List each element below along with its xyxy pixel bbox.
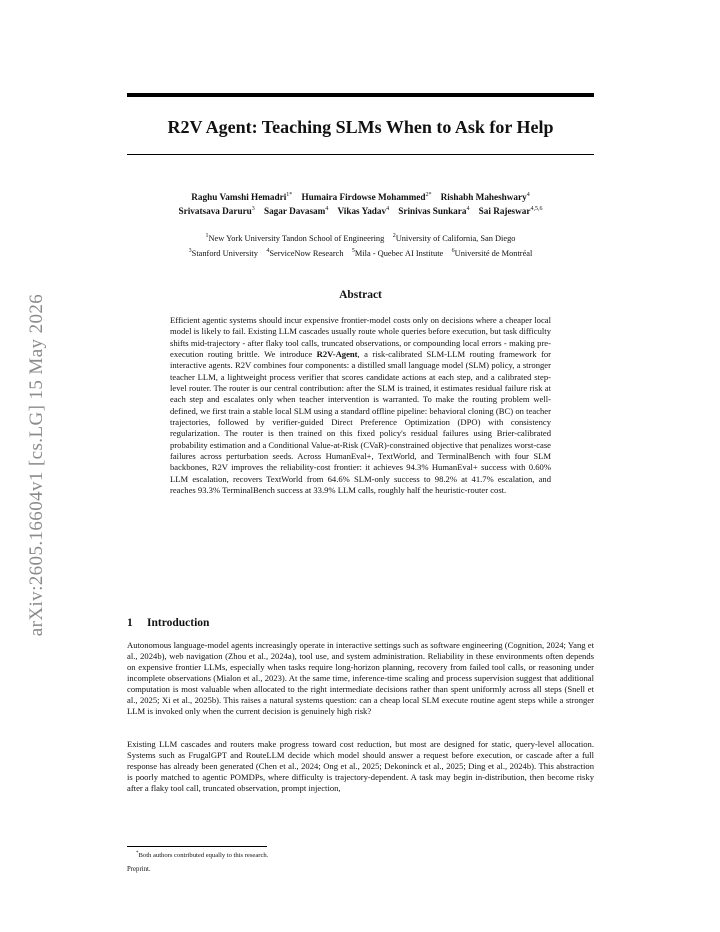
affiliation-mark: 6	[451, 247, 455, 254]
affiliation-name: ServiceNow Research	[269, 248, 344, 258]
author-line-2	[127, 203, 594, 217]
author-affiliation-mark: 2*	[425, 192, 432, 198]
section-title: Introduction	[147, 617, 210, 629]
title-top-rule	[127, 93, 594, 97]
intro-paragraph-1: Autonomous language-model agents increasingly operate in interactive settings such as software engineering (Cognition, 2024; Yang et al., 2024b), web navigation (Zhou et al., 2024a), tool use, and system administration. Reliability in these environments often depends on expensive frontier LLMs, especially when tasks require long-horizon planning, recovery from failed tool calls, or reasoning under incomplete observations (Mialon et al., 2023). At the same time, inference-time scaling and process supervision suggest that additional computation is most valuable when allocated to the right intermediate decisions rather than spent uniformly across all steps (Snell et al., 2025; Xi et al., 2025b). This raises a natural systems question: can a cheap local SLM execute routine agent steps while a stronger LLM is invoked only when the current decision is genuinely high risk?	[127, 640, 594, 716]
author-name: Rishabh Maheshwary	[440, 192, 527, 203]
author-affiliation-mark: 4	[386, 206, 390, 213]
affiliation-mark: 5	[351, 247, 355, 254]
arxiv-id-text: arXiv:2605.16604v1 [cs.LG] 15 May 2026	[26, 293, 47, 637]
footnote-rule	[127, 846, 267, 847]
affiliation-line-2	[100, 245, 621, 260]
affiliation-list	[100, 230, 621, 260]
arxiv-identifier	[22, 250, 52, 680]
affiliation-name: Université de Montréal	[454, 248, 533, 258]
author-affiliation-mark: 4	[526, 192, 530, 198]
author-name: Srivatsava Daruru	[178, 206, 252, 217]
author-affiliation-mark: 4	[466, 206, 470, 213]
section-heading-introduction	[127, 617, 594, 629]
affiliation-name: Stanford University	[191, 248, 258, 258]
title-bottom-rule	[127, 154, 594, 155]
author-affiliation-mark: 1*	[286, 192, 293, 198]
author-list	[127, 189, 594, 217]
preprint-label: Preprint.	[127, 866, 151, 873]
affiliation-mark: 4	[266, 247, 270, 254]
footnote-text: Both authors contributed equally to this research.	[138, 852, 269, 860]
author-affiliation-mark: 4	[325, 206, 329, 213]
author-name: Vikas Yadav	[337, 206, 387, 217]
author-line-1	[127, 189, 594, 203]
abstract-body	[170, 315, 551, 497]
section-number: 1	[127, 617, 133, 629]
author-affiliation-mark: 3	[251, 206, 255, 213]
author-name: Sai Rajeswar	[478, 206, 531, 217]
abstract-text-start: Efficient agentic systems should incur expensive frontier-model costs only on decisions where a cheaper local model is likely to fail. Existing LLM cascades usually route whole queries before execution, but task difficulty shifts mid-trajectory - after flaky tool calls, truncated observations, or compounding local errors - making pre-execution routing brittle. We introduce	[170, 315, 551, 360]
affiliation-name: Mila - Quebec AI Institute	[354, 248, 444, 258]
author-name: Sagar Davasam	[263, 206, 326, 217]
affiliation-name: New York University Tandon School of Engineering	[208, 233, 385, 243]
affiliation-mark: 1	[205, 233, 209, 239]
footnote-mark: *	[136, 851, 139, 856]
author-name: Humaira Firdowse Mohammed	[301, 192, 426, 203]
affiliation-name: University of California, San Diego	[395, 233, 516, 243]
author-name: Raghu Vamshi Hemadri	[191, 192, 287, 203]
affiliation-line-1	[100, 230, 621, 245]
footnote	[136, 850, 268, 860]
affiliation-mark: 3	[188, 247, 192, 254]
paper-title: R2V Agent: Teaching SLMs When to Ask for Help	[167, 117, 554, 137]
abstract-method-name: R2V-Agent	[316, 349, 358, 360]
author-name: Srinivas Sunkara	[398, 206, 467, 217]
abstract-heading: Abstract	[339, 289, 382, 301]
abstract-text-end: , a risk-calibrated SLM-LLM routing framework for interactive agents. R2V combines four components: a distilled small language model (SLM) policy, a stronger teacher LLM, a lightweight process verifier that scores candidate actions at each step, and a calibrated step-level router. The router is our central contribution: after the SLM is trained, it estimates residual failure risk at each step and escalates only when teacher intervention is warranted. To make the routing problem well-defined, we first train a stable local SLM using a standard offline pipeline: behavioral cloning (BC) on teacher trajectories, followed by verifier-guided Direct Preference Optimization (DPO) with consistency regularization. The router is then trained on this fixed policy's residual failures using Brier-calibrated probability estimation and a Conditional Value-at-Risk (CVaR)-constrained objective that penalizes worst-case failures across perturbation seeds. Across HumanEval+, TextWorld, and TerminalBench with four SLM backbones, R2V improves the reliability-cost frontier: it achieves 94.3% HumanEval+ success with 0.60% LLM escalation, recovers TextWorld from 64.6% SLM-only success to 98.2% at 41.7% escalation, and reaches 93.3% TerminalBench success at 33.9% LLM calls, roughly half the heuristic-router cost.	[170, 349, 551, 496]
affiliation-mark: 2	[392, 233, 396, 239]
intro-paragraph-2: Existing LLM cascades and routers make progress toward cost reduction, but most are designed for static, query-level allocation. Systems such as FrugalGPT and RouteLLM decide which model should answer a request before execution, or cascade after a full response has already been generated (Chen et al., 2024; Ong et al., 2025; Dekoninck et al., 2025; Ding et al., 2024b). This abstraction is poorly matched to agentic POMDPs, where difficulty is trajectory-dependent. A task may begin in-distribution, then become risky after a flaky tool call, truncated observation, prompt injection,	[127, 739, 594, 793]
author-affiliation-mark: 4,5,6	[530, 206, 543, 213]
